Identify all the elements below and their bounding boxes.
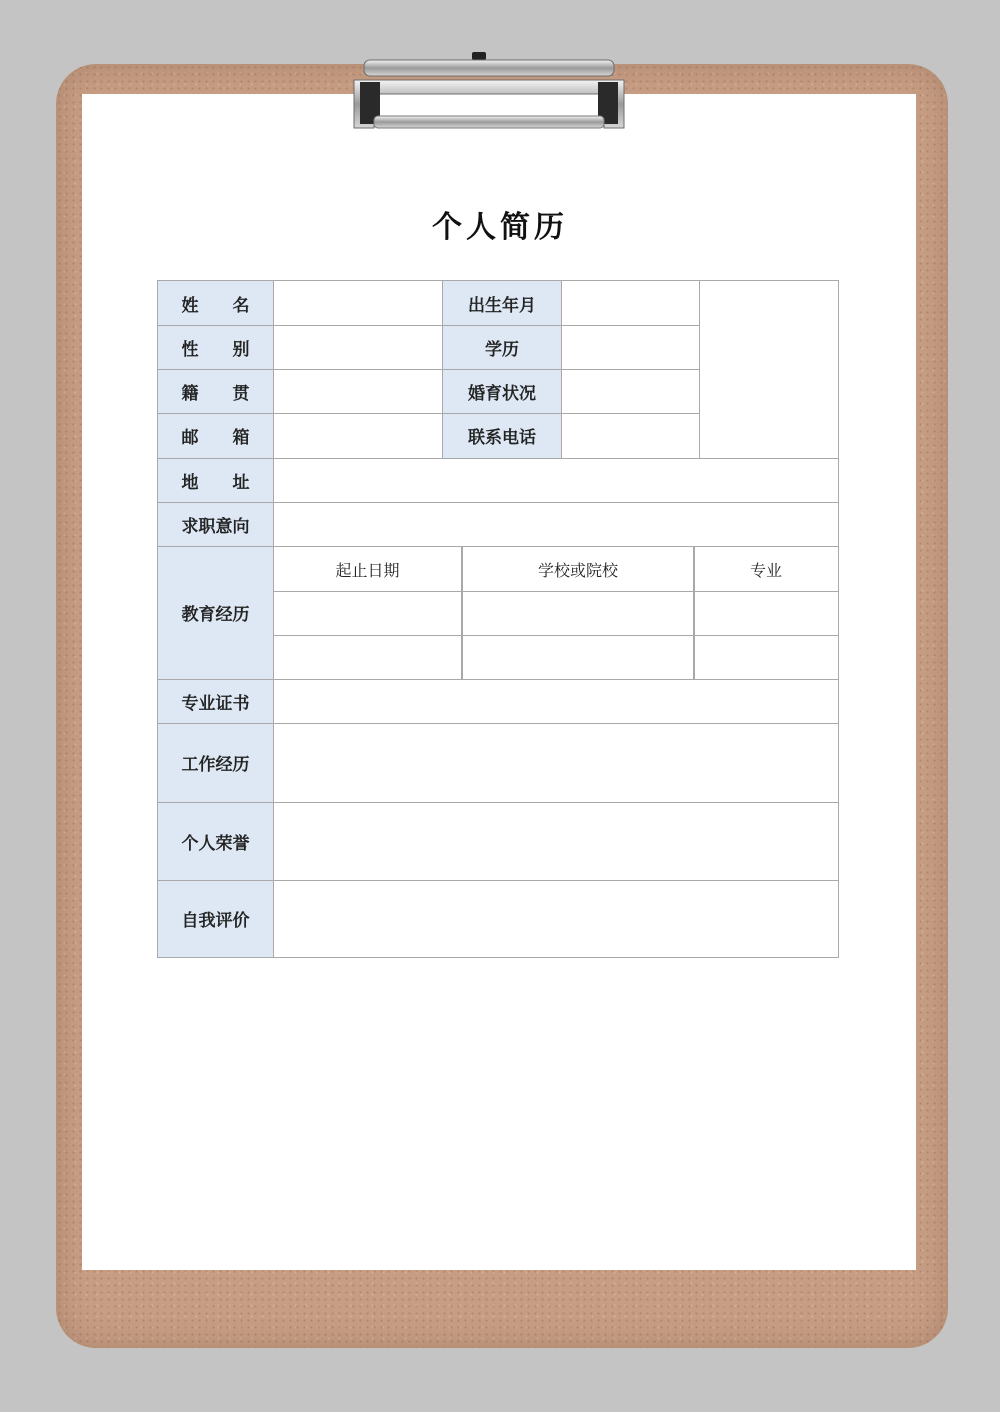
table-divider: [158, 369, 699, 370]
table-divider: [158, 546, 838, 547]
table-divider: [693, 546, 695, 679]
phone-field[interactable]: [562, 414, 698, 457]
table-divider: [699, 280, 700, 458]
table-divider: [158, 880, 838, 881]
name-label: 姓 名: [158, 281, 273, 325]
table-divider: [158, 802, 838, 803]
table-divider: [158, 679, 838, 680]
table-divider: [274, 635, 838, 636]
address-label: 地 址: [158, 458, 273, 502]
birth-date-field[interactable]: [562, 282, 698, 324]
native-place-field[interactable]: [274, 370, 442, 412]
self-evaluation-field[interactable]: [274, 881, 837, 956]
table-border: [838, 280, 839, 958]
email-field[interactable]: [274, 414, 442, 457]
table-divider: [158, 723, 838, 724]
photo-area[interactable]: [700, 282, 837, 457]
table-border: [157, 280, 839, 281]
table-divider: [158, 458, 838, 459]
table-divider: [461, 546, 463, 679]
honors-label: 个人荣誉: [158, 802, 273, 880]
page-title: 个人简历: [432, 210, 568, 245]
email-label: 邮 箱: [158, 413, 273, 458]
work-history-label: 工作经历: [158, 723, 273, 802]
job-intention-field[interactable]: [274, 503, 837, 545]
phone-label: 联系电话: [443, 413, 561, 458]
gender-field[interactable]: [274, 326, 442, 368]
table-divider: [158, 413, 699, 414]
birth-date-label: 出生年月: [443, 281, 561, 325]
self-evaluation-label: 自我评价: [158, 880, 273, 957]
education-school-cell[interactable]: [463, 592, 693, 635]
table-border: [157, 280, 158, 958]
certificates-field[interactable]: [274, 680, 837, 722]
work-history-field[interactable]: [274, 724, 837, 801]
table-divider: [273, 280, 274, 958]
job-intention-label: 求职意向: [158, 502, 273, 546]
education-date-cell[interactable]: [274, 636, 461, 679]
marital-status-field[interactable]: [562, 370, 698, 412]
table-divider: [158, 502, 838, 503]
education-school-cell[interactable]: [463, 636, 693, 679]
education-level-field[interactable]: [562, 326, 698, 368]
honors-field[interactable]: [274, 803, 837, 879]
clip-icon: [350, 50, 628, 134]
address-field[interactable]: [274, 459, 837, 501]
education-col-dates: 起止日期: [335, 560, 400, 580]
education-major-cell[interactable]: [695, 636, 837, 679]
table-border: [157, 957, 839, 958]
education-col-major: 专业: [749, 560, 782, 580]
marital-status-label: 婚育状况: [443, 369, 561, 413]
education-major-cell[interactable]: [695, 592, 837, 635]
table-divider: [158, 325, 699, 326]
name-field[interactable]: [274, 282, 442, 324]
table-divider: [274, 591, 838, 592]
education-label: 教育经历: [158, 546, 273, 679]
education-date-cell[interactable]: [274, 592, 461, 635]
gender-label: 性 别: [158, 325, 273, 369]
education-level-label: 学历: [443, 325, 561, 369]
certificates-label: 专业证书: [158, 679, 273, 723]
education-col-school: 学校或院校: [537, 560, 618, 580]
native-place-label: 籍 贯: [158, 369, 273, 413]
